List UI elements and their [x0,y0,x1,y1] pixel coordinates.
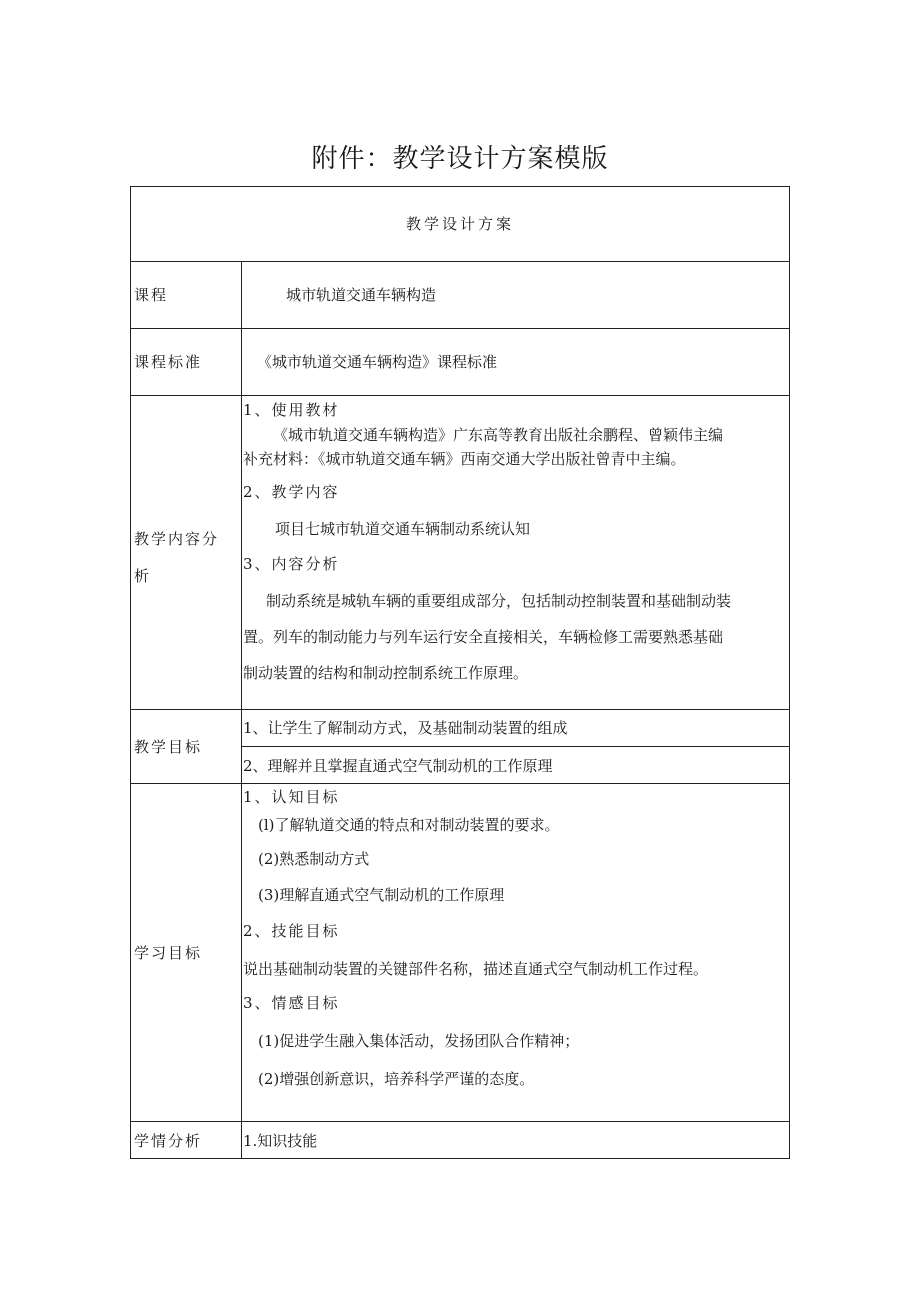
skill-goal-text: 说出基础制动装置的关键部件名称，描述直通式空气制动机工作过程。 [243,960,709,978]
student-analysis-label: 学情分析 [134,1132,203,1150]
content-analysis-label: 教学内容分 [134,530,220,548]
cognitive-goal-item: (3)理解直通式空气制动机的工作原理 [258,886,505,904]
section-heading: 1、认知目标 [243,788,340,806]
teaching-content: 项目七城市轨道交通车辆制动系统认知 [275,520,531,538]
row-divider [131,328,789,329]
learning-goals-label: 学习目标 [134,944,203,962]
teaching-goals-label: 教学目标 [134,738,203,756]
analysis-paragraph-line: 置。列车的制动能力与列车运行安全直接相关，车辆检修工需要熟悉基础 [243,628,724,646]
standard-value: 《城市轨道交通车辆构造》课程标准 [257,353,498,371]
teaching-goal-item: 2、理解并且掌握直通式空气制动机的工作原理 [243,757,553,775]
section-heading: 3、情感目标 [243,994,340,1012]
row-divider [131,709,789,710]
lesson-plan-table [130,186,790,1159]
analysis-paragraph-line: 制动系统是城轨车辆的重要组成部分，包括制动控制装置和基础制动装 [266,592,732,610]
row-divider [241,746,789,747]
table-header: 教学设计方案 [405,215,514,233]
row-divider [131,783,789,784]
section-heading: 3、内容分析 [243,555,340,573]
section-heading: 2、教学内容 [243,483,340,501]
document-title: 附件：教学设计方案模版 [311,144,609,174]
column-divider [241,261,242,1158]
textbook-main: 《城市轨道交通车辆构造》广东高等教育出版社余鹏程、曾颖伟主编 [273,426,724,444]
section-heading: 1、使用教材 [243,401,340,419]
cognitive-goal-item: (l)了解轨道交通的特点和对制动装置的要求。 [258,816,560,834]
analysis-paragraph-line: 制动装置的结构和制动控制系统工作原理。 [243,664,529,682]
cognitive-goal-item: (2)熟悉制动方式 [258,850,370,868]
row-divider [131,261,789,262]
course-label: 课程 [134,286,169,304]
row-divider [131,395,789,396]
textbook-supplement: 补充材料：《城市轨道交通车辆》西南交通大学出版社曾青中主编。 [243,450,686,468]
teaching-goal-item: 1、让学生了解制动方式，及基础制动装置的组成 [243,719,568,737]
row-divider [131,1121,789,1122]
content-analysis-label-cont: 析 [134,567,152,585]
emotional-goal-item: (2)增强创新意识，培养科学严谨的态度。 [258,1070,535,1088]
standard-label: 课程标准 [134,353,203,371]
section-heading: 2、技能目标 [243,922,340,940]
emotional-goal-item: (1)促进学生融入集体活动，发扬团队合作精神； [258,1032,580,1050]
student-analysis-item: 1.知识技能 [243,1132,318,1150]
course-value: 城市轨道交通车辆构造 [286,286,437,304]
